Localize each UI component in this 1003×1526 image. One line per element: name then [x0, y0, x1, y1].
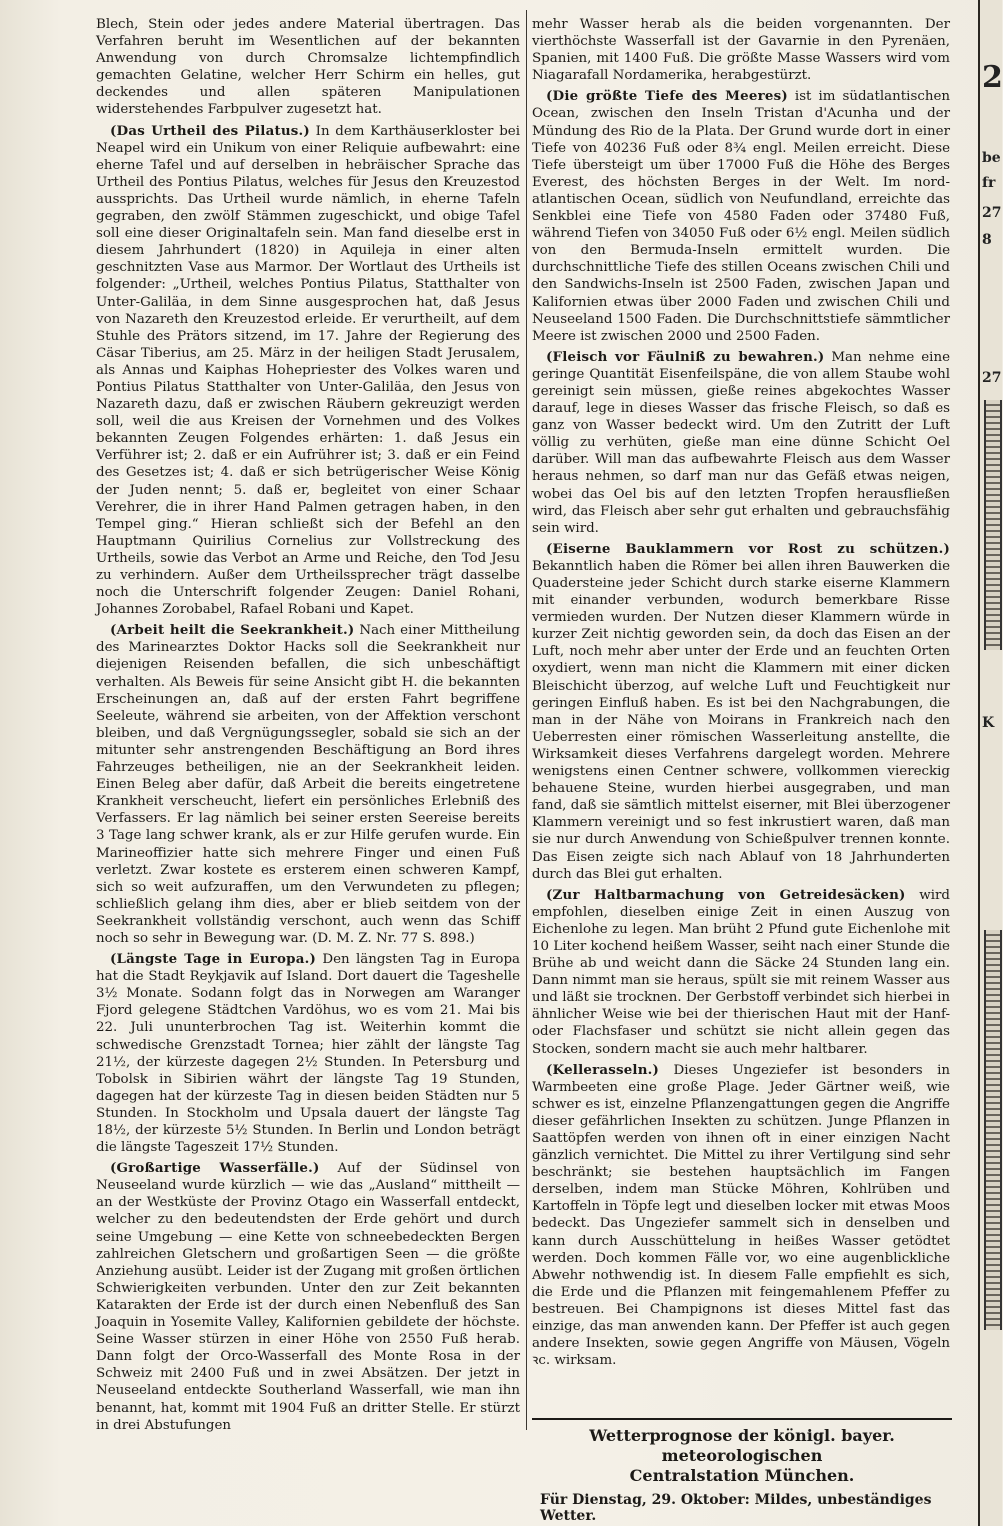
article-heading: (Großartige Wasserfälle.) — [110, 1160, 320, 1177]
article-heading: (Arbeit heilt die Seekrankheit.) — [110, 622, 355, 639]
right-column — [532, 16, 950, 1373]
edge-fragment: 27 — [982, 370, 1002, 386]
article-paragraph — [96, 123, 520, 619]
edge-fragment: K — [982, 715, 995, 731]
article-text: Bekanntlich haben die Römer bei allen ihren Bauwerken die Quadersteine jeder Schicht durch starke eiserne Klammern mit einander verbunden, wodurch bemerkbare Risse vermieden wurden. Der Nutzen dieser Klammern würde in kurzer Zeit nichtig geworden sein, da doch das Eisen an der Luft, noch mehr aber unter der Erde und an feuchten Orten oxydiert, wenn man nicht die Klammern mit einer dicken Bleischicht überzog, auf welche Luft und Feuchtigkeit nur geringen Einfluß haben. Es ist bei den Nachgrabungen, die man in der Nähe von Moirans in Frankreich nach den Ueberresten einer römischen Wasserleitung anstellte, die Wirksamkeit dieses Verfahrens dargelegt worden. Mehrere wenigstens einen Centner schwere, vollkommen viereckig behauene Steine, wurden hierbei ausgegraben, und man fand, daß sie sämtlich mittelst eiserner, mit Blei überzogener Klammern vereinigt und so fest inkrustiert waren, daß man sie nur durch Anwendung von Schießpulver trennen konnte. Das Eisen zeigte sich nach Ablauf von 18 Jahrhunderten durch das Blei gut erhalten. — [532, 558, 950, 882]
article-text: Auf der Südinsel von Neuseeland wurde kürzlich — wie das „Ausland“ mittheilt — an der Westküste der Provinz Otago ein Wasserfall entdeckt, welcher zu den bedeutendsten der Erde gehört und durch seine Umgebung — eine Kette von schneebedeckten Bergen zahlreichen Gletschern und großartigen Seen — die größte Anziehung ausübt. Leider ist der Zugang mit großen örtlichen Schwierigkeiten verbunden. Unter den zur Zeit bekannten Katarakten der Erde ist der durch einen Nebenfluß des San Joaquin in Yosemite Valley, Kalifornien gebildete der höchste. Seine Wasser stürzen in einer Höhe von 2550 Fuß herab. Dann folgt der Orco-Wasserfall des Monte Rosa in der Schweiz mit 2400 Fuß und in zwei Absätzen. Der jetzt in Neuseeland entdeckte Southerland Wasserfall, wie man ihn benannt, hat, kommt mit 1904 Fuß an dritter Stelle. Er stürzt in drei Abstufungen — [96, 1161, 520, 1433]
article-text: In dem Karthäuserkloster bei Neapel wird ein Unikum von einer Reliquie aufbewahrt: eine eherne Tafel und auf derselben in hebräischer Sprache das Urtheil des Pontius Pilatus, welches für Jesus den Kreuzestod aussprichts. Das Urtheil wurde nämlich, in eherne Tafeln gegraben, den zwölf Stämmen zugeschickt, und obige Tafel soll eine dieser Originaltafeln sein. Man fand dieselbe erst in diesem Jahrhundert (1820) in Aquileja in einer alten geschnitzten Vase aus Marmor. Der Wortlaut des Urtheils ist folgender: „Urtheil, welches Pontius Pilatus, Statthalter von Unter-Galiläa, in dem Sinne ausgesprochen hat, daß Jesus von Nazareth den Kreuzestod erleide. Er verurtheilt, auf dem Stuhle des Prätors sitzend, im 17. Jahre der Regierung des Cäsar Tiberius, am 25. März in der heiligen Stadt Jerusalem, als Annas und Kaiphas Hohepriester des Volkes waren und Pontius Pilatus Statthalter von Unter-Galiläa, den Jesus von Nazareth dazu, daß er zwischen Räubern gekreuzigt werden soll, weil die aus Kreisen der Vornehmen und des Volkes bekannten Zeugen Folgendes erhärten: 1. daß Jesus ein Verführer ist; 2. daß er ein Aufrührer ist; 3. daß er ein Feind des Gesetzes ist; 4. daß er sich betrügerischer Weise König der Juden nennt; 5. daß er, begleitet von einer Schaar Verehrer, die in ihrer Hand Palmen getragen haben, in den Tempel ging.“ Hieran schließt sich der Befehl an den Hauptmann Quirilius Cornelius zur Vollstreckung des Urtheils, sowie das Verbot an Arme und Reiche, den Tod Jesu zu verhindern. Außer dem Urtheilssprecher trägt dasselbe noch die Unterschrift folgender Zeugen: Daniel Rohani, Johannes Zorobabel, Rafael Robani und Kapet. — [96, 123, 520, 618]
article-text: wird empfohlen, dieselben einige Zeit in einen Auszug von Eichenlohe zu legen. Man brüht 2 Pfund gute Eichenlohe mit 10 Liter kochend heißem Wasser, seiht nach einer Stunde die Brühe ab und weicht dann die Säcke 24 Stunden lang ein. Dann nimmt man sie heraus, spült sie mit reinem Wasser aus und läßt sie trocknen. Der Gerbstoff verbindet sich hierbei in ähnlicher Weise wie bei der thierischen Haut mit der Hanf- oder Flachsfaser und schützt sie nicht allein gegen das Stocken, sondern macht sie auch mehr haltbarer. — [532, 887, 950, 1057]
article-heading: (Zur Haltbarmachung von Getreidesäcken) — [546, 886, 906, 903]
ornament-border — [984, 930, 1002, 1330]
edge-fragment: fr — [982, 175, 996, 191]
article-heading: (Die größte Tiefe des Meeres) — [546, 88, 788, 105]
article-paragraph — [96, 951, 520, 1156]
article-paragraph — [96, 16, 520, 119]
edge-fragment: be — [982, 150, 1001, 166]
article-heading: (Kellerasseln.) — [546, 1061, 660, 1078]
ornament-border — [984, 400, 1002, 650]
edge-fragment: 27 — [982, 205, 1002, 221]
article-heading: (Längste Tage in Europa.) — [110, 951, 317, 968]
article-text: Den längsten Tag in Europa hat die Stadt Reykjavik auf Island. Dort dauert die Tageshelle 3½ Monate. Sodann folgt das in Norwegen am Waranger Fjord gelegene Städtchen Vardöhus, wo es vom 21. Mai bis 22. Juli ununterbrochen Tag ist. Weiterhin kommt die schwedische Grenzstadt Tornea; hier zählt der längste Tag 21½, der kürzeste dagegen 2½ Stunden. In Petersburg und Tobolsk in Sibirien währt der längste Tag 19 Stunden, dagegen hat der kürzeste Tag in diesen beiden Städten nur 5 Stunden. In Stockholm und Upsala dauert der längste Tag 18½, der kürzeste 5½ Stunden. In Berlin und London beträgt die längste Tageszeit 17½ Stunden. — [96, 952, 520, 1156]
article-text: Blech, Stein oder jedes andere Material übertragen. Das Verfahren beruht im Wesentlichen auf der bekannten Anwendung von durch Chromsalze lichtempfindlich gemachten Gelatine, welcher Herr Schirm ein helles, gut deckendes und allen späteren Manipulationen widerstehendes Farbpulver zugesetzt hat. — [96, 17, 520, 118]
article-heading: (Eiserne Bauklammern vor Rost zu schützen.) — [546, 540, 950, 557]
article-paragraph — [532, 1062, 950, 1370]
article-heading: (Das Urtheil des Pilatus.) — [110, 122, 310, 139]
article-text: mehr Wasser herab als die beiden vorgenannten. Der vierthöchste Wasserfall ist der Gavarnie in den Pyrenäen, Spanien, mit 1400 Fuß. Die größte Masse Wassers wird vom Niagarafall Nordamerika, herabgestürzt. — [532, 17, 950, 84]
weather-forecast-text: Für Dienstag, 29. Oktober: Mildes, unbeständiges Wetter. — [540, 1492, 932, 1524]
article-text: Nach einer Mittheilung des Marinearztes Doktor Hacks soll die Seekrankheit nur diejenigen Reisenden befallen, die sich unbeschäftigt verhalten. Als Beweis für seine Ansicht gibt H. die bekannten Erscheinungen an, daß auf der ersten Fahrt begriffene Seeleute, während sie arbeiten, von der Affektion verschont bleiben, und daß Vergnügungssegler, sobald sie sich an der mitunter sehr anstrengenden Beschäftigung an Bord ihres Fahrzeuges betheiligen, nie an der Seekrankheit leiden. Einen Beleg aber dafür, daß Arbeit die bereits eingetretene Krankheit verscheucht, liefert ein persönliches Erlebniß des Verfassers. Er lag nämlich bei seiner ersten Seereise bereits 3 Tage lang schwer krank, als er zur Hilfe gerufen wurde. Ein Marineoffizier hatte sich mehrere Finger und einen Fuß verletzt. Zwar kostete es ersterem einen schweren Kampf, sich so weit aufzuraffen, um den Verwundeten zu pflegen; schließlich gelang ihm dies, aber er blieb seitdem von der Seekrankheit vollständig verschont, auch wenn das Schiff noch so sehr in Bewegung war. (D. M. Z. Nr. 77 S. 898.) — [96, 623, 521, 946]
left-column — [96, 16, 520, 1438]
article-text: ist im südatlantischen Ocean, zwischen den Inseln Tristan d'Acunha und der Mündung des Rio de la Plata. Der Grund wurde dort in einer Tiefe von 40236 Fuß oder 8¾ engl. Meilen erreicht. Diese Tiefe übersteigt um über 17000 Fuß die Höhe des Berges Everest, des höchsten Berges in der Welt. Im nord-atlantischen Ocean, südlich von Neufundland, erreichte das Senkblei eine Tiefe von 4580 Faden oder 37480 Fuß, während Tiefen von 34050 Fuß oder 6½ engl. Meilen südlich von den Bermuda-Inseln ermittelt wurden. Die durchschnittliche Tiefe des stillen Oceans zwischen Chili und den Sandwichs-Inseln ist 2500 Faden, zwischen Japan und Kalifornien etwas über 2000 Faden und zwischen Chili und Neuseeland 1500 Faden. Die Durchschnittstiefe sämmtlicher Meere ist zwischen 2000 und 2500 Faden. — [532, 89, 950, 344]
edge-fragment: 2 — [982, 60, 1003, 95]
article-paragraph — [532, 541, 950, 883]
column-rule — [526, 10, 527, 1430]
article-paragraph — [532, 88, 950, 344]
next-page-edge — [978, 0, 1002, 1526]
edge-fragment: 8 — [982, 232, 992, 248]
weather-forecast-box — [532, 1418, 952, 1524]
weather-title-line1: Wetterprognose der königl. bayer. meteorologischen — [589, 1426, 895, 1465]
article-paragraph — [532, 16, 950, 84]
weather-title-line2: Centralstation München. — [629, 1466, 855, 1485]
article-paragraph — [96, 1160, 520, 1434]
article-paragraph — [532, 887, 950, 1058]
article-text: Man nehme eine geringe Quantität Eisenfeilspäne, die von allem Staube wohl gereinigt sein müssen, gieße reines abgekochtes Wasser darauf, lege in dieses Wasser das frische Fleisch, so daß es ganz von Wasser bedeckt wird. Um den Zutritt der Luft völlig zu verhüten, gieße man eine dünne Schicht Oel darüber. Will man das aufbewahrte Fleisch aus dem Wasser heraus nehmen, so darf man nur das Gefäß etwas neigen, wobei das Oel bis auf den letzten Tropfen herausfließen wird, das Fleisch aber sehr gut erhalten und gebrauchsfähig sein wird. — [532, 349, 950, 536]
article-heading: (Fleisch vor Fäulniß zu bewahren.) — [546, 348, 825, 365]
article-paragraph — [532, 349, 950, 537]
article-paragraph — [96, 622, 520, 947]
article-text: Dieses Ungeziefer ist besonders in Warmbeeten eine große Plage. Jeder Gärtner weiß, wie schwer es ist, einzelne Pflanzengattungen gegen die Angriffe dieser gefährlichen Insekten zu schützen. Junge Pflanzen in Saattöpfen werden von ihnen oft in einer einzigen Nacht gänzlich vernichtet. Die Mittel zu ihrer Vertilgung sind sehr beschränkt; sie bestehen hauptsächlich im Fangen derselben, indem man Stücke Möhren, Kohlrüben und Kartoffeln in Töpfe legt und dieselben locker mit etwas Moos bedeckt. Das Ungeziefer sammelt sich in denselben und kann durch Ausschüttelung in heißes Wasser getödtet werden. Doch kommen Fälle vor, wo eine augenblickliche Abwehr nothwendig ist. In diesem Falle empfiehlt es sich, die Erde und die Pflanzen mit feingemahlenem Pfeffer zu bestreuen. Bei Champignons ist dieses Mittel fast das einzige, das man anwenden kann. Der Pfeffer ist auch gegen andere Insekten, sowie gegen Angriffe von Mäusen, Vögeln ꝛc. wirksam. — [532, 1062, 950, 1369]
